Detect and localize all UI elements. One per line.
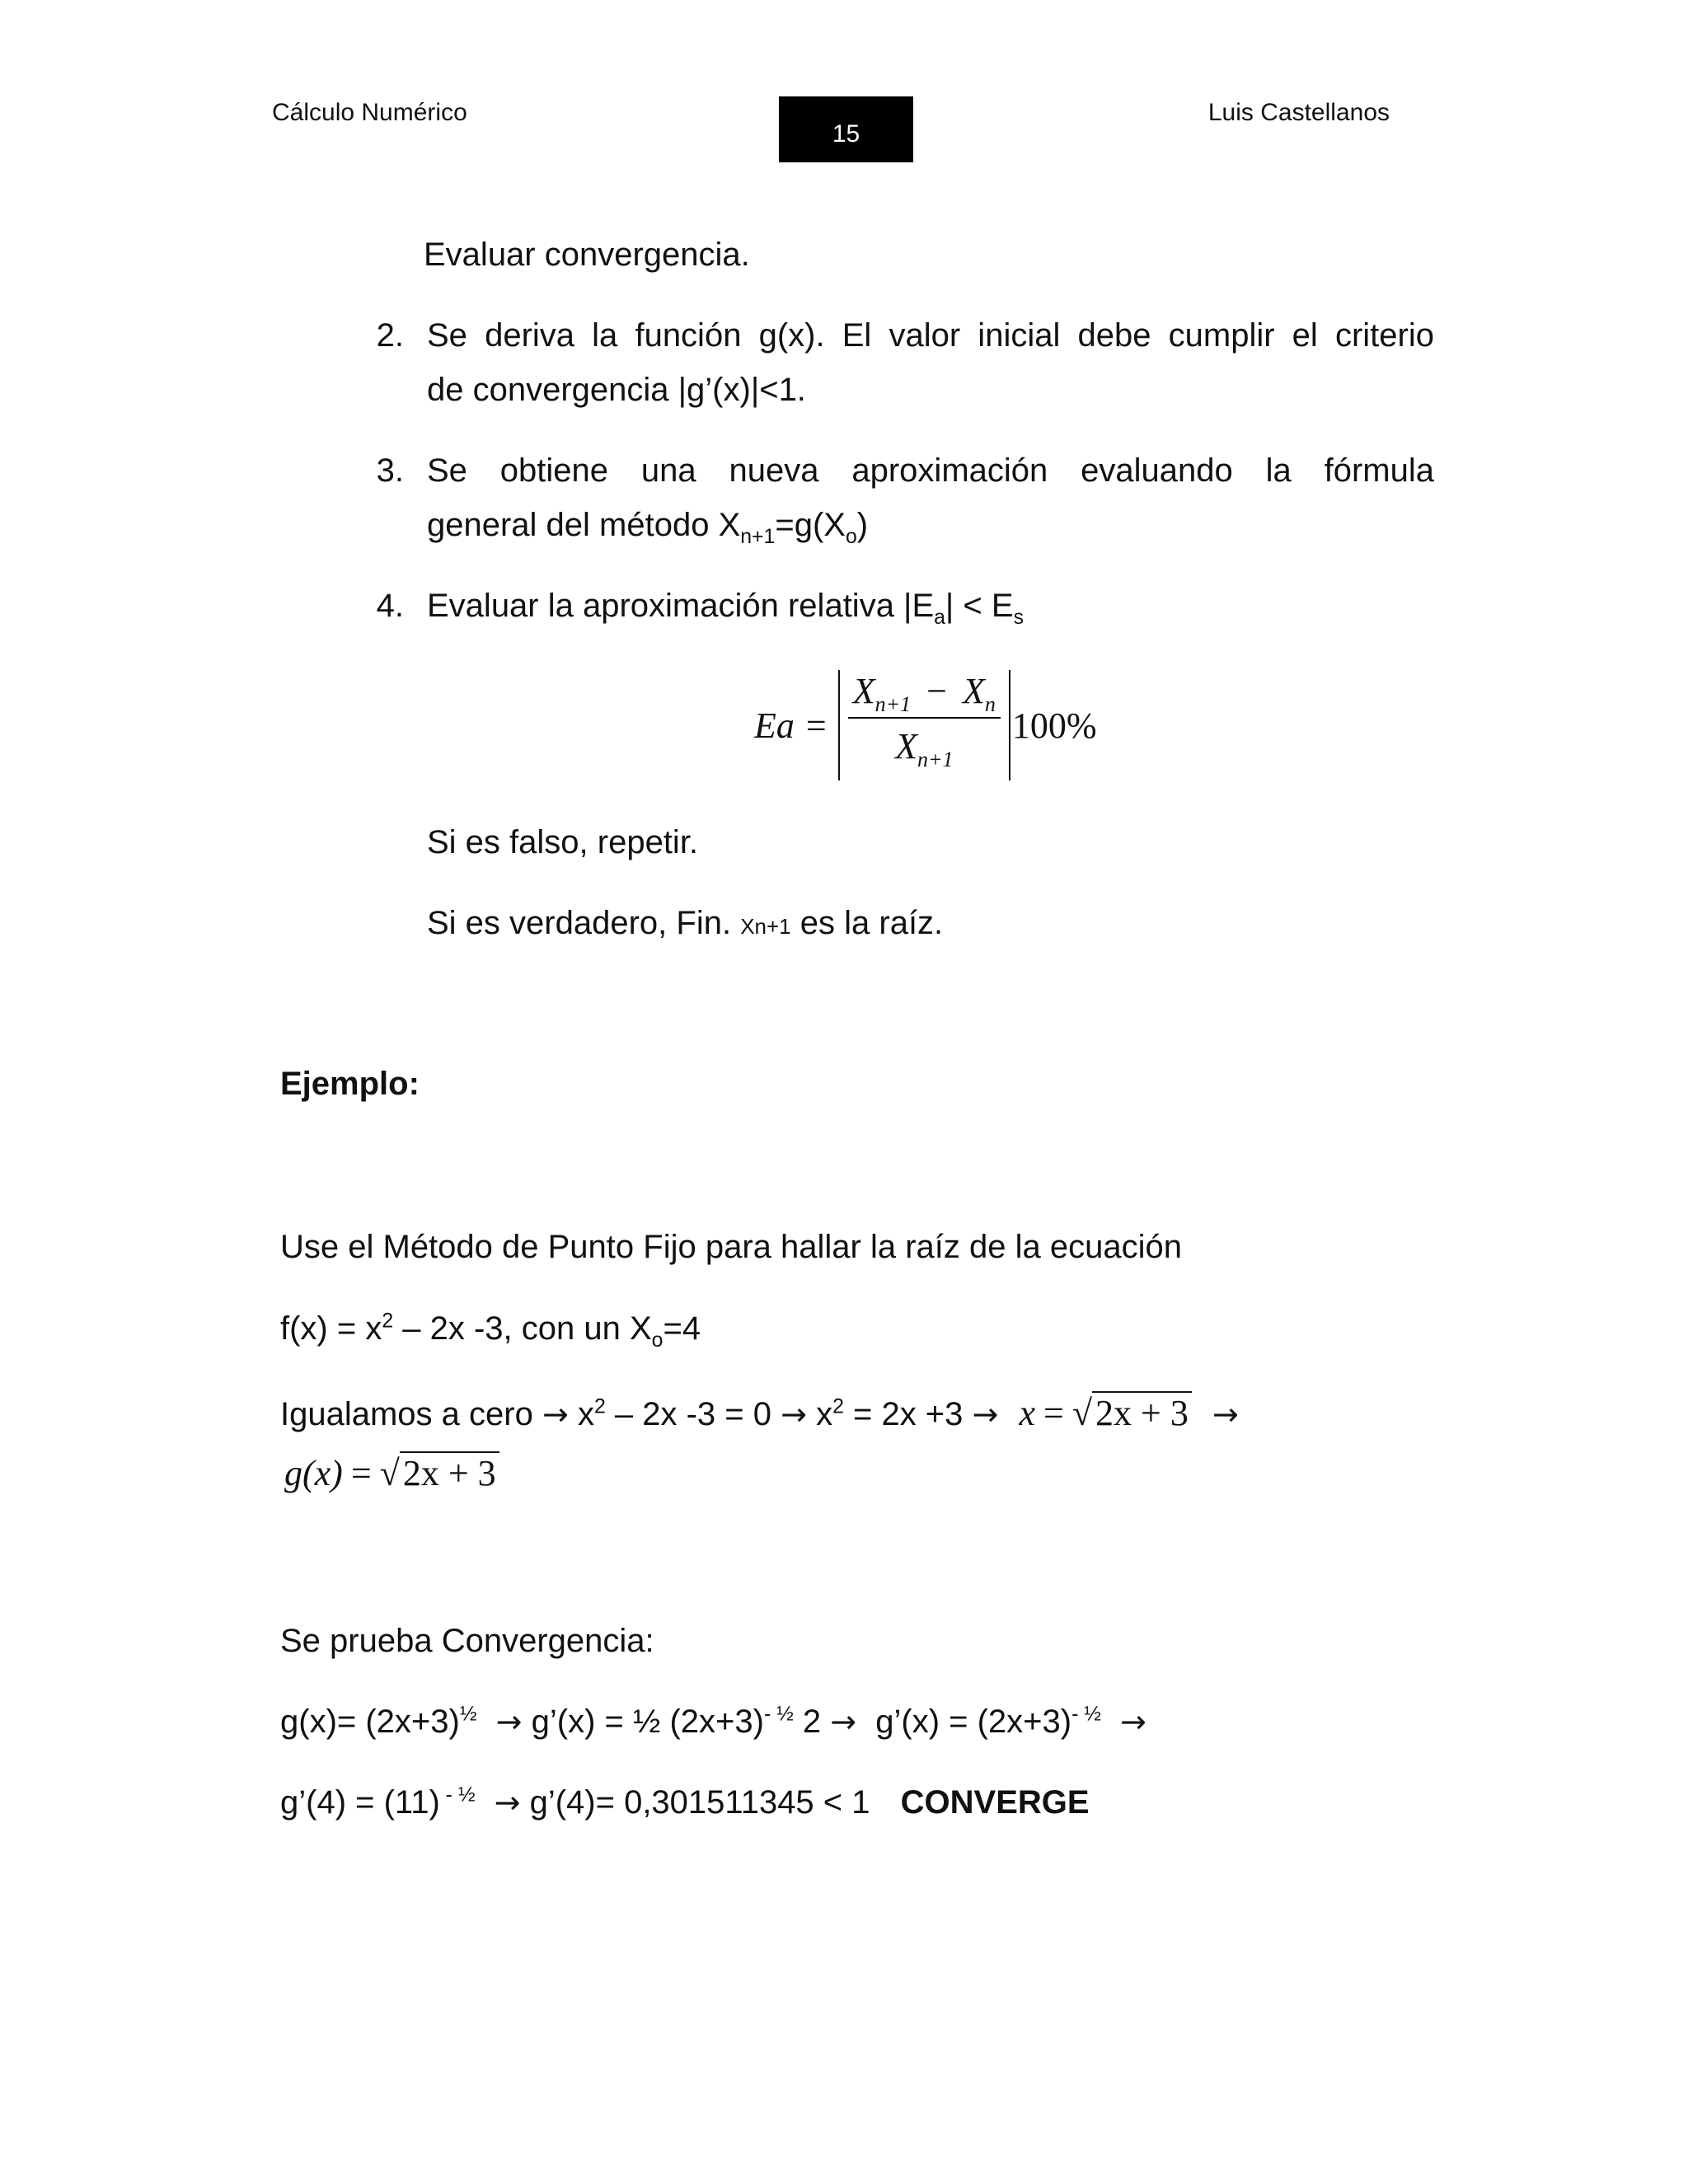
function-definition: $f(x) = x^2 - 2x$ -3, con un $X_o=4$ <box>280 1310 701 1352</box>
step-3 <box>354 450 1434 546</box>
step-4-text: Evaluar la aproximación relativa $|E_a| < E_s$ <box>427 588 1024 629</box>
arrow-right-icon: → <box>495 1704 523 1740</box>
arrow-right-icon: → <box>830 1704 857 1740</box>
arrow-right-icon: → <box>1212 1396 1239 1432</box>
step-2-line-1: Se deriva la función g(x). El valor inicial debe cumplir el criterio <box>427 317 1434 354</box>
step-number: 3. <box>376 452 404 489</box>
step-2-line-2: de convergencia |g’(x)|<1. <box>427 372 806 408</box>
false-text: Si es falso, repetir. <box>427 824 699 860</box>
intro-text: Evaluar convergencia. <box>424 237 750 273</box>
arrow-right-icon: → <box>494 1784 521 1821</box>
converge-label: CONVERGE <box>900 1784 1090 1821</box>
arrow-right-icon: → <box>542 1396 569 1432</box>
sqrt-icon: √ <box>379 1453 400 1493</box>
arrow-right-icon: → <box>781 1396 807 1432</box>
page-number: 15 <box>832 120 860 148</box>
step-4 <box>354 585 1024 629</box>
step-3-line-1: Se obtiene una nueva aproximación evaluando la fórmula <box>427 452 1434 489</box>
equalize-line: Igualamos a cero → $x^2 - 2x$ $-3 = 0 \to x^2 = 2x +3 \to x = √2x + 3$ → <box>280 1393 1239 1433</box>
header-left: Cálculo Numérico <box>272 99 467 126</box>
sqrt-icon: √ <box>1071 1393 1093 1433</box>
header-right: Luis Castellanos <box>1207 99 1390 126</box>
convergence-line-2: g’(4) = (11) $^{- \frac{1}{2}}$ → g’(4)= 0,301511345 < 1 CONVERGE <box>280 1783 1090 1821</box>
formula-lhs: Ea <box>754 705 795 746</box>
step-3-line-2: general del método $X_{n+1}=g(X_o)$ <box>427 507 869 548</box>
arrow-right-icon: → <box>972 1396 999 1432</box>
relative-error-formula: Ea = $\frac{X_{n+1} - X_n}{X_{n+1}}$ 100% <box>754 668 1097 783</box>
step-number: 4. <box>376 588 404 624</box>
page-number-box <box>779 96 913 162</box>
example-statement: Use el Método de Punto Fijo para hallar la raíz de la ecuación <box>280 1229 1182 1265</box>
convergence-line-1: $g(x)= (2x+3)^{\frac{1}{2}}$ → g’(x) = ½ $(2x+3)^{- \frac{1}{2}}$ 2 → g’(x) = $(2x+3)^{- \frac{1}{2}}$ → <box>280 1703 1146 1740</box>
step-2 <box>354 315 1434 410</box>
true-text: Si es verdadero, Fin. Xn+1 es la raíz. <box>427 905 944 941</box>
step-number: 2. <box>376 317 404 354</box>
absolute-value-bars: $\frac{X_{n+1} - X_n}{X_{n+1}}$ <box>838 670 1010 780</box>
example-heading: Ejemplo: <box>280 1066 420 1102</box>
g-definition: g(x) = √2x + 3 <box>284 1452 499 1494</box>
convergence-heading: Se prueba Convergencia: <box>280 1623 654 1659</box>
arrow-right-icon: → <box>1120 1704 1146 1740</box>
